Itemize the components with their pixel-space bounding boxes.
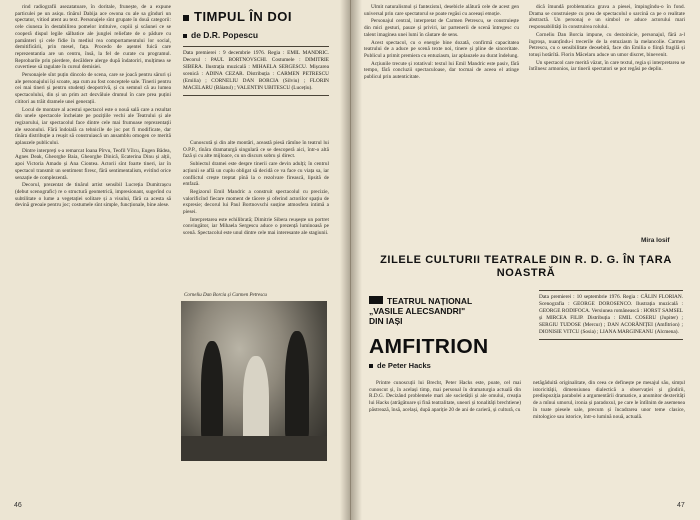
paragraph: Interpretarea este echilibrată; Dimitrie Sibera reușește un portret convingător, iar Mihaela Sergescu aduce o prezență luminoasă pe scenă. Spectacolul este unul dintre cele mai interesante ale stagiunii. [183, 216, 329, 237]
black-bar-icon [369, 296, 383, 304]
paragraph: Locul de montare al acestui spectacol este o nouă sală care a rezultat din unele spectacole încheiate pe pozițiile vechi ale Teatrului și ale regizorului, iar spectacolul face dintre cele mai frumoase reprezentații ale sezonului. Fără îndoială ca tehnicile de joc pot fi modificate, dar tînăra distribuție a reușit să construiască un ansamblu omogen ce merită aplauzele publicului. [15, 106, 171, 147]
page-number: 46 [14, 502, 22, 509]
paragraph: dică îmundă problematica grava a piesei, împingîndu-o în fond. Drama se construiește cu prea de spectacolul o sarcină ca pe o realitate abstractă. Un personaj e un simbol ce aduce actorului mari responsabilități în construirea rolului. [529, 4, 685, 31]
stage-floor [181, 436, 327, 461]
paragraph: Corneliu Dan Borcia impune, cu destoinicie, personajul, fără a-l îngroșa, nuanțîndu-i trecerile de la entuziasm la melancolie. Carmen Petrescu, cu o sensibilitate deosebită, face din Emilia o ființă fragilă și totuși hotărîtă. Florin Măcelaru aduce un umor discret, binevenit. [529, 31, 685, 58]
play-byline [369, 361, 431, 370]
premiere-credits: Data premierei : 9 decembrie 1976. Regia : EMIL MANDRIC. Decorul : PAUL BORTNOVSCHI. Costumele : DIMITRIE SIBERA. Ilustrația muzicală : MIHAELA SERGESCU. Mișcarea scenică : ADINA CEZAR. Distribuția : CARMEN PETRESCU (Emilia) ; CORNELIU DAN BORCIA (Silviu) ; FLORIN MACELARU (Băiatul) ; VALENTIN UBITESCU (Lucețiu). [183, 46, 329, 96]
theatre-line [369, 296, 479, 306]
square-bullet-icon [183, 15, 189, 21]
article-title [183, 9, 292, 24]
theatre-name [369, 296, 479, 326]
byline-text: de D.R. Popescu [191, 30, 259, 40]
paragraph: Acest spectacol, cu o energie bine dozată, confirmă capacitatea teatrului de a aduce pe scenă texte noi, tinere și pline de sinceritate. Publicul a primit premiera cu entuziasm, iar aplauzele au durat îndelung. [364, 39, 519, 59]
theatre-line: DIN IAȘI [369, 316, 403, 326]
square-bullet-icon [183, 34, 187, 38]
paragraph: Personajul central, interpretat de Carmen Petrescu, se construiește din mici gesturi, pauze și priviri, iar partenerii de scenă întregesc cu talent imaginea unei lumi în căutare de sens. [364, 18, 519, 38]
figure-silhouette [285, 331, 309, 441]
left-page-column-2 [183, 140, 329, 290]
paragraph: Dintre interpreți s-a remarcat Ioana Pîrvu, Teofil Vîlcu, Eugen Bădea, Agnes Deak, Gheorghe Baia, Gheorghe Dinică, Ecaterina Dinu și alții, apoi Victoria Amado și Ana Ciontea. Actorii sînt foarte tineri, iar în spectacol transmit un sentiment firesc, fără sentimentalism, evitînd orice senzație de complezentă. [15, 147, 171, 181]
paragraph: Personajele sînt puțin dincolo de scena, care se joacă pentru săruri și ale personajului își scoate, așa cum au fost conceptele sale. Tinerii pentru cei mai tineri și pentru studenți deopotrivă, și cu semnul că au lumea spectacolului, din și un prim act dezvăluie drumul în care prea puțini cititori au trăit dramele unei generații. [15, 72, 171, 105]
premiere-credits: Data premierei : 10 septembrie 1976. Regia : CĂLIN FLORIAN. Scenografia : GEORGE DOROSENCO. Ilustrația muzicală : GEORGE RODIFOCA. Versiunea românească : HORST SAMSEL și MIRCEA FILIP. Distribuția : EMIL COSERU (Jupiter) ; SERGIU TUDOSE (Mercur) ; DAN ACORĂNIȚEI (Amfitrion) ; DIONISIE VITCU (Sosia) ; LIANA MARGINEANU (Alcmena). [539, 290, 683, 340]
left-page-column-1 [15, 4, 171, 492]
article-byline [183, 30, 258, 40]
figure-silhouette [243, 356, 269, 446]
paragraph: Decorul, prezentat de tinărul artist sensibil Lucreția Dumitrașcu (debut scenografic) re o structură geometrică, impresionant, sugerînd cu subtilitate o lume a vegetației solitare și a visului, fără ca acesta să devină greoaie pentru joc; costumele sînt simple, funcționale, bine alese. [15, 182, 171, 209]
right-page [351, 0, 700, 520]
play-title: AMFITRION [369, 336, 489, 358]
right-page-column-2 [529, 4, 685, 232]
stage-photo [181, 301, 327, 461]
page-number: 47 [677, 502, 685, 509]
section-headline: ZILELE CULTURII TEATRALE DIN R. D. G. ÎN ȚARA NOASTRĂ [380, 254, 672, 279]
paragraph: Ulmit naturalismul și fantezistul, desebicle alătură cele de acest gen universal prin care spectatorul se poate regăsi cu aceeași emoție. [364, 4, 519, 17]
byline-text: de Peter Hacks [377, 361, 431, 370]
square-bullet-icon [369, 364, 373, 368]
theatre-line: „VASILE ALECSANDRI" [369, 306, 466, 316]
right-page-body-right: netăgăduită originalitate, din ceea ce definește pe mesajul său, simțul istoricității, dimensiunea dialectică a observației și gîndirii, predispoziția parabolei a argumentării dramatice, a anumitor dexterități de a mînui umorul, ironia și paradoxul, pe care le întîlnim de asemenea în toate piesele sale, precum și încadrarea unor teme clasice, mitologice sau istorice, într-o lumină nouă, actuală. [533, 380, 685, 420]
figure-silhouette [201, 341, 223, 441]
theatre-line-text: TEATRUL NAȚIONAL [387, 296, 473, 306]
right-page-column-1 [364, 4, 519, 232]
photo-caption: Corneliu Dan Borcia și Carmen Petrescu [184, 293, 267, 298]
paragraph: Subiectul dramei este despre tinerii care devin adulți; în centrul acțiunii se află un cuplu obligat să decidă ce va face cu viața sa, iar conflictul crește treptat pînă la o rezolvare firească, lipsită de emfază. [183, 161, 329, 188]
paragraph: Cunoscută și din alte montări, această piesă rămîne în teatrul lui O.P.P., tînăra dramaturgă singulară ce se descoperă aici, într-o altă fază și cu alte mijloace, cu un discurs sobru și direct. [183, 140, 329, 160]
paragraph: Un spectacol care merită văzut, în care textul, regia și interpretarea se întîlnesc armonios, iar tinerii spectatori se pot regăsi pe deplin. [529, 59, 685, 73]
article-title-text: TIMPUL ÎN DOI [194, 9, 292, 24]
author-signature: Mira Iosif [641, 237, 670, 244]
paragraph: Regizorul Emil Mandric a construit spectacolul cu precizie, valorificînd fiecare moment de tăcere și oferind actorilor spațiu de expresie; decorul lui Paul Bortnovschi susține atmosfera intimă a piesei. [183, 188, 329, 216]
paragraph: Acțiunile trecute și rotativul: textul lui Emil Mandric este pasiv, fără tempo, fără concluzii spectaculoase, dar tocmai de aceea el atinge publicul prin autenticitate. [364, 60, 519, 81]
paragraph: rind radiografii asezatatoare, în doritale, frunește, de a expune particulei pe un asiqu. tînărul Dabija ace owona cu ale sa gînduri un spectator, vitiod atent au text. Personajele sînt grupate în două categorii: cele ciuneza în destabilirea pomelor intituive, copiii și scăunei ce se cooperă dispul legile sălbatice ale junglei reliefate de o pădure cu pamânteri și cele fidie în mediul rea comportamentului lor social, demitificării, prin mesel, fața. Procedo de așentei fuică care reprezentantia are un centru, însă, la fel de curate cu programul. Reprobarile prin pierdere, decăldere alerge după îndatoriri, mulțimea se cuvertiese să ragulate în cursul demisiei. [15, 4, 171, 71]
right-page-body-left: Printre cunoscuții lui Brecht, Peter Hacks este, poate, cel mai cunoscut și, în același timp, mai personal în dramaturgia actuală din R.D.G. Decizând problemele mari ale societății și ale omului, creația lui Hacks (atrăgătoare și fină teatralitate, uneori și tonalități brechtiene) păstrează, însă, același, după apariție 20 de ani de carieră, și cultură, cu [369, 380, 521, 413]
